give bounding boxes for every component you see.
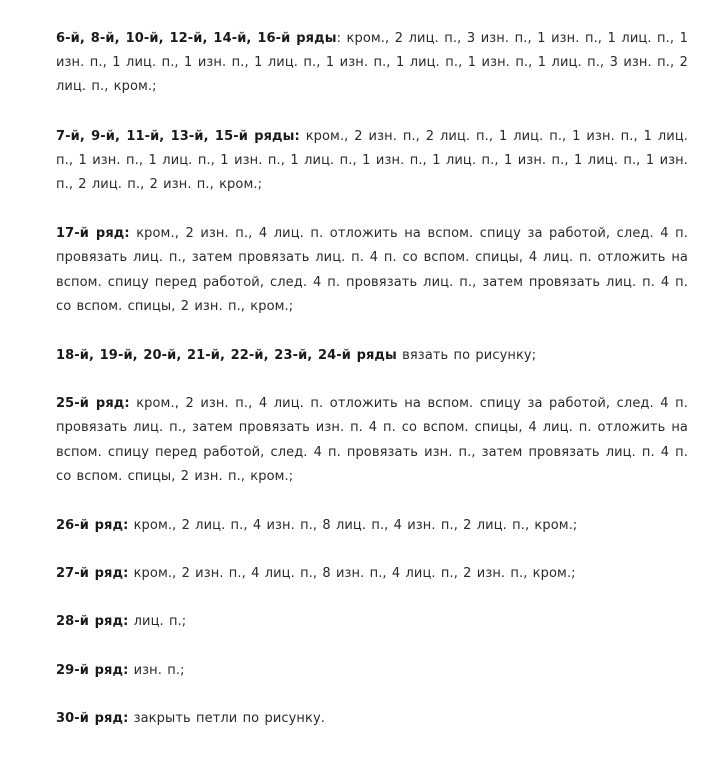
row-label: 25-й ряд: — [56, 396, 130, 412]
row-label: 17-й ряд: — [56, 226, 130, 242]
instruction-row-30 — [56, 707, 688, 731]
row-text: изн. п.; — [128, 662, 185, 678]
instruction-row-26 — [56, 514, 688, 538]
row-label: 18-й, 19-й, 20-й, 21-й, 22-й, 23-й, 24-й ряды — [56, 348, 397, 364]
row-label: 7-й, 9-й, 11-й, 13-й, 15-й ряды: — [56, 128, 300, 144]
row-label: 6-й, 8-й, 10-й, 12-й, 14-й, 16-й ряды — [56, 31, 337, 46]
row-text: кром., 2 изн. п., 4 лиц. п. отложить на вспом. спицу за работой, след. 4 п. провязать лиц. п., затем провязать изн. п. 4 п. со вспом. спицы, 4 лиц. п. отложить на вспом. спицу перед работой, след. 4 п. провязать изн. п., затем провязать лиц. п. 4 п. со вспом. спицы, 2 изн. п., кром.; — [56, 396, 688, 484]
row-text: кром., 2 изн. п., 4 лиц. п., 8 изн. п., 4 лиц. п., 2 изн. п., кром.; — [128, 566, 576, 582]
row-text: кром., 2 лиц. п., 4 изн. п., 8 лиц. п., 4 изн. п., 2 лиц. п., кром.; — [128, 518, 578, 534]
row-label: 26-й ряд: — [56, 518, 129, 534]
instruction-row-17 — [56, 222, 688, 319]
knitting-instructions — [56, 27, 688, 755]
instruction-row-27 — [56, 562, 688, 586]
instruction-row-28 — [56, 610, 688, 634]
row-label: 28-й ряд: — [56, 614, 129, 630]
row-text: вязать по рисунку; — [396, 348, 537, 364]
row-text: кром., 2 изн. п., 4 лиц. п. отложить на вспом. спицу за работой, след. 4 п. провязать лиц. п., затем провязать лиц. п. 4 п. со вспом. спицы, 4 лиц. п. отложить на вспом. спицу перед работой, след. 4 п. провязать лиц. п., затем провязать лиц. п. 4 п. со вспом. спицы, 2 изн. п., кром.; — [56, 226, 688, 314]
row-label: 27-й ряд: — [56, 566, 129, 582]
instruction-row-29 — [56, 659, 688, 683]
instruction-row-18-24 — [56, 344, 688, 368]
row-text: закрыть петли по рисунку. — [128, 710, 325, 726]
row-label: 30-й ряд: — [56, 710, 129, 726]
row-label: 29-й ряд: — [56, 662, 129, 678]
row-text: : кром., 2 лиц. п., 3 изн. п., 1 изн. п., 1 лиц. п., 1 изн. п., 1 лиц. п., 1 изн. п., 1 лиц. п., 1 изн. п., 1 лиц. п., 1 изн. п., 1 лиц. п., 3 изн. п., 2 лиц. п., кром.; — [56, 31, 688, 95]
instruction-row-6-16 — [56, 27, 688, 100]
instruction-row-7-15 — [56, 125, 688, 198]
row-text: лиц. п.; — [128, 614, 187, 630]
row-text: кром., 2 изн. п., 2 лиц. п., 1 лиц. п., 1 изн. п., 1 лиц. п., 1 изн. п., 1 лиц. п., 1 изн. п., 1 лиц. п., 1 изн. п., 1 лиц. п., 1 изн. п., 1 лиц. п., 1 изн. п., 2 лиц. п., 2 изн. п., кром.; — [56, 128, 689, 193]
instruction-row-25 — [56, 392, 688, 489]
